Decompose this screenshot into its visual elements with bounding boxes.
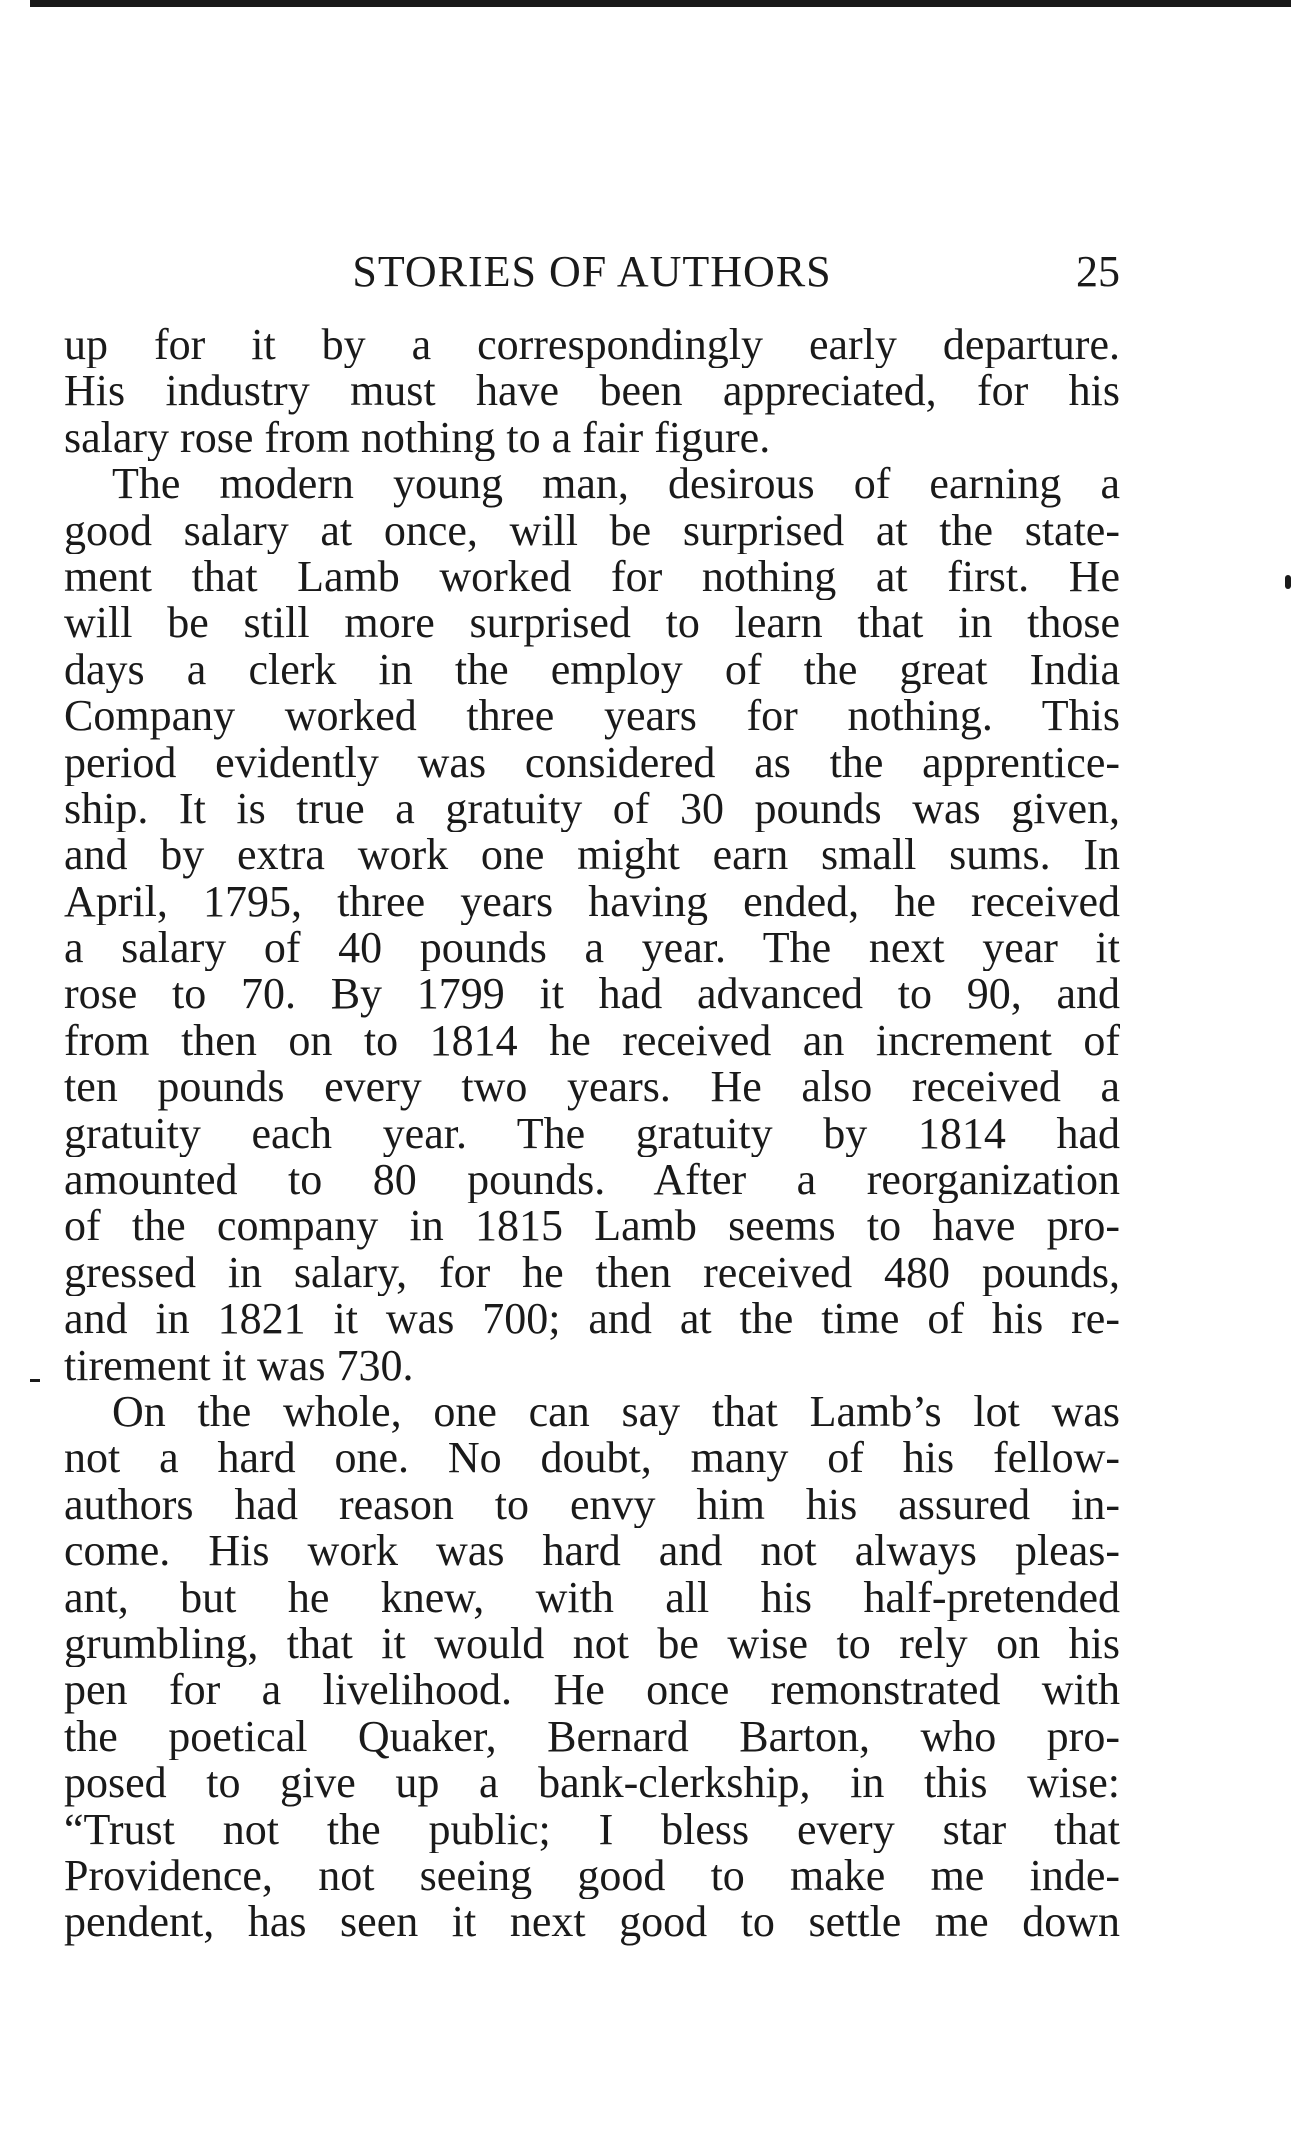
text-line: posed to give up a bank-clerkship, in this wise: [64,1760,1120,1807]
text-line: rose to 70. By 1799 it had advanced to 90, and [64,971,1120,1018]
text-line: ment that Lamb worked for nothing at first. He [64,553,1120,601]
text-line: ten pounds every two years. He also received a [64,1064,1120,1111]
paragraph-start-line: The modern young man, desirous of earning a [112,461,1120,508]
text-line: up for it by a correspondingly early departure. [64,322,1120,369]
text-line: days a clerk in the employ of the great India [64,646,1120,694]
text-line: of the company in 1815 Lamb seems to have pro- [64,1203,1120,1250]
text-line: amounted to 80 pounds. After a reorganization [64,1157,1120,1204]
text-line: a salary of 40 pounds a year. The next year it [64,925,1120,972]
text-line: gressed in salary, for he then received 480 pounds, [64,1249,1120,1297]
text-line: Providence, not seeing good to make me inde- [64,1852,1120,1900]
text-line: grumbling, that it would not be wise to rely on his [64,1620,1120,1668]
text-line: and in 1821 it was 700; and at the time of his re- [64,1296,1120,1343]
running-head: STORIES OF AUTHORS [352,247,832,296]
text-line: gratuity each year. The gratuity by 1814 had [64,1110,1120,1158]
text-line: “Trust not the public; I bless every star that [64,1806,1120,1853]
top-edge-rule [30,0,1291,7]
text-line: come. His work was hard and not always pleas- [64,1528,1120,1575]
text-line: tirement it was 730. [64,1342,414,1389]
text-line: the poetical Quaker, Bernard Barton, who pro- [64,1713,1120,1761]
text-line: and by extra work one might earn small sums. In [64,832,1120,879]
text-line: ship. It is true a gratuity of 30 pounds was given, [64,785,1120,833]
page-number: 25 [1076,247,1120,296]
text-line: period evidently was considered as the apprentice- [64,739,1120,786]
text-line: April, 1795, three years having ended, he received [64,878,1120,926]
page-header [64,247,1120,297]
text-line: His industry must have been appreciated, for his [64,368,1120,415]
text-body [64,322,1120,1946]
paragraph-start-line: On the whole, one can say that Lamb’s lot was [112,1388,1120,1436]
text-line: will be still more surprised to learn that in those [64,600,1120,647]
text-line: salary rose from nothing to a fair figure. [64,414,771,462]
text-line: ant, but he knew, with all his half-pretended [64,1574,1120,1621]
text-line: authors had reason to envy him his assured in- [64,1481,1120,1529]
text-line: pendent, has seen it next good to settle me down [64,1899,1120,1946]
text-line: pen for a livelihood. He once remonstrated with [64,1667,1120,1714]
margin-speck [30,1379,40,1382]
text-line: good salary at once, will be surprised at the state- [64,507,1120,554]
text-line: not a hard one. No doubt, many of his fellow- [64,1435,1120,1482]
text-line: Company worked three years for nothing. This [64,693,1120,740]
text-line: from then on to 1814 he received an increment of [64,1017,1120,1065]
margin-speck [1285,575,1291,589]
